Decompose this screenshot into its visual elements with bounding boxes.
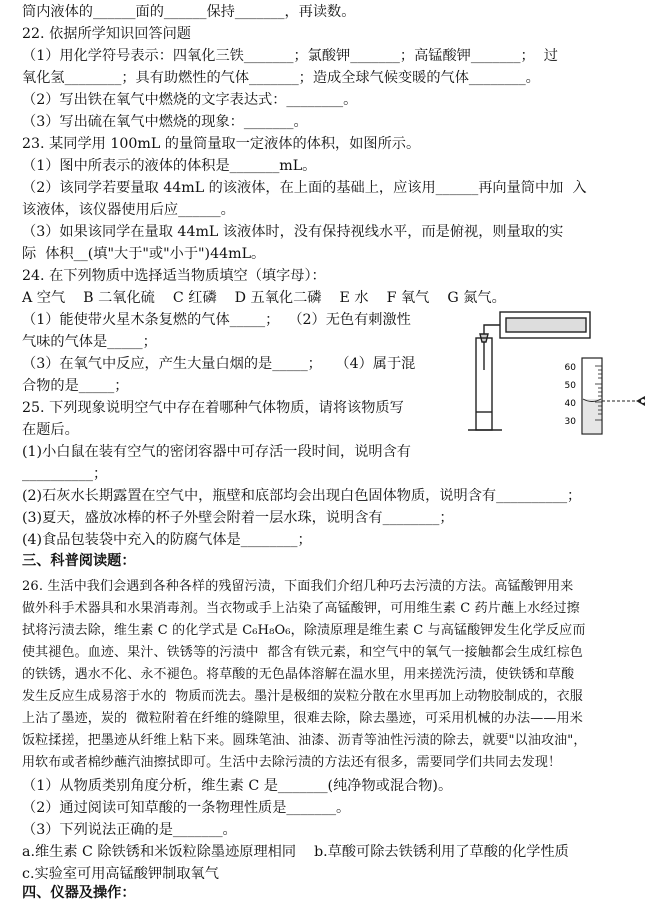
- tick-label: 40: [564, 399, 576, 409]
- tick-label: 50: [564, 381, 576, 391]
- q25-part1: (1)小白鼠在装有空气的密闭容器中可存活一段时间，说明含有: [22, 444, 411, 460]
- q25-part3: (3)夏天，盛放冰棒的杯子外壁会附着一层水珠，说明含有________；: [22, 510, 454, 526]
- section-3-heading: 三、科普阅读题：: [22, 553, 136, 569]
- question-23-title: 23. 某同学用 100mL 的量筒量取一定液体的体积，如图所示。: [22, 136, 421, 152]
- passage-line: 26. 生活中我们会遇到各种各样的残留污渍，下面我们介绍几种巧去污渍的方法。高锰酸钾用来: [22, 579, 574, 594]
- question-24-title: 24. 在下列物质中选择适当物质填空（填字母）：: [22, 268, 326, 284]
- passage-line: 发生反应生成易溶于水的 物质而洗去。墨汁是极细的炭粒分散在水里再加上动物胶制成的，衣服: [22, 689, 583, 704]
- q23-part1: （1）图中所表示的液体的体积是_______mL。: [22, 158, 317, 174]
- passage-line: 使其褪色。血迹、果汁、铁锈等的污渍中 都含有铁元素，和空气中的氧气一接触都会生成红棕色: [22, 645, 583, 660]
- question-25-title: 25. 下列现象说明空气中存在着哪种气体物质，请将该物质写: [22, 400, 404, 416]
- question-22-title: 22. 依据所学知识回答问题: [22, 26, 191, 42]
- eye-icon: [636, 396, 645, 406]
- q26-part1: （1）从物质类别角度分析，维生素 C 是_______(纯净物或混合物)。: [22, 778, 453, 794]
- cylinder-scale: [565, 358, 645, 434]
- q24-part1-cont: 气味的气体是_____；: [22, 334, 157, 350]
- passage-line: 饭粒揉搓，把墨迹从纤维上粘下来。圆珠笔油、油漆、沥青等油性污渍的除去，就要"以油攻油"，: [22, 733, 587, 748]
- passage-line: 的铁锈，遇水不化、永不褪色。将草酸的无色晶体溶解在温水里，用来搓洗污渍，使铁锈和草酸: [22, 667, 575, 682]
- q22-part1: （1）用化学符号表示：四氧化三铁_______；氯酸钾_______；高锰酸钾_______； 过: [22, 48, 558, 64]
- q25-part4: (4)食品包装袋中充入的防腐气体是________；: [22, 532, 312, 548]
- q23-part3: （3）如果该同学在量取 44mL 该液体时，没有保持视线水平，而是俯视，则量取的实: [22, 224, 564, 240]
- q24-part3: （3）在氧气中反应，产生大量白烟的是_____； （4）属于混: [22, 356, 416, 372]
- line-fill-blank: 筒内液体的______面的______保持_______，再读数。: [22, 4, 356, 20]
- q23-part2: （2）该同学若要量取 44mL 的该液体，在上面的基础上，应该用______再向量筒中加 入: [22, 180, 587, 196]
- q22-part3: （3）写出硫在氧气中燃烧的现象：_______。: [22, 114, 308, 130]
- passage-line: 拭将污渍去除，维生素 C 的化学式是 C₆H₈O₆，除渍原理是维生素 C 与高锰酸钾发生化学反应而: [22, 623, 586, 638]
- q24-options: A 空气 B 二氧化硫 C 红磷 D 五氧化二磷 E 水 F 氧气 G 氮气。: [22, 290, 506, 306]
- q26-part2: （2）通过阅读可知草酸的一条物理性质是_______。: [22, 800, 351, 816]
- measuring-cylinder-figure: [440, 300, 650, 440]
- passage-line: 上沾了墨迹，炭的 微粒附着在纤维的缝隙里，很难去除，除去墨迹，可采用机械的办法——用米: [22, 711, 583, 726]
- q23-part2-cont: 该液体，该仪器使用后应______。: [22, 202, 235, 218]
- question-25-title-cont: 在题后。: [22, 422, 79, 438]
- passage-line: 做外科手术器具和水果消毒剂。当衣物或手上沾染了高锰酸钾，可用维生素 C 药片蘸上水经过擦: [22, 601, 580, 616]
- q26-part3: （3）下列说法正确的是_______。: [22, 822, 237, 838]
- q26-options-ab: a.维生素 C 除铁锈和米饭粒除墨迹原理相同 b.草酸可除去铁锈利用了草酸的化学性质: [22, 844, 569, 860]
- q26-option-c: c.实验室可用高锰酸钾制取氧气: [22, 866, 219, 882]
- q24-part3-cont: 合物的是_____；: [22, 378, 129, 394]
- q24-part1: （1）能使带火星木条复燃的气体_____； （2）无色有刺激性: [22, 312, 411, 328]
- passage-line: 用软布或者棉纱蘸汽油擦拭即可。生活中去除污渍的方法还有很多，需要同学们共同去发现！: [22, 755, 562, 770]
- q25-part1-blank: __________；: [22, 466, 108, 482]
- q23-part3-cont: 际 体积__(填"大于"或"小于")44mL。: [22, 246, 266, 262]
- section-4-heading: 四、仪器及操作：: [22, 885, 136, 901]
- q22-part1-cont: 氧化氢________；具有助燃性的气体_______；造成全球气候变暖的气体________。: [22, 70, 540, 86]
- tick-label: 60: [564, 363, 576, 373]
- q22-part2: （2）写出铁在氧气中燃烧的文字表达式：________。: [22, 92, 358, 108]
- tick-label: 30: [564, 417, 576, 427]
- q25-part2: (2)石灰水长期露置在空气中，瓶壁和底部均会出现白色固体物质，说明含有__________；: [22, 488, 582, 504]
